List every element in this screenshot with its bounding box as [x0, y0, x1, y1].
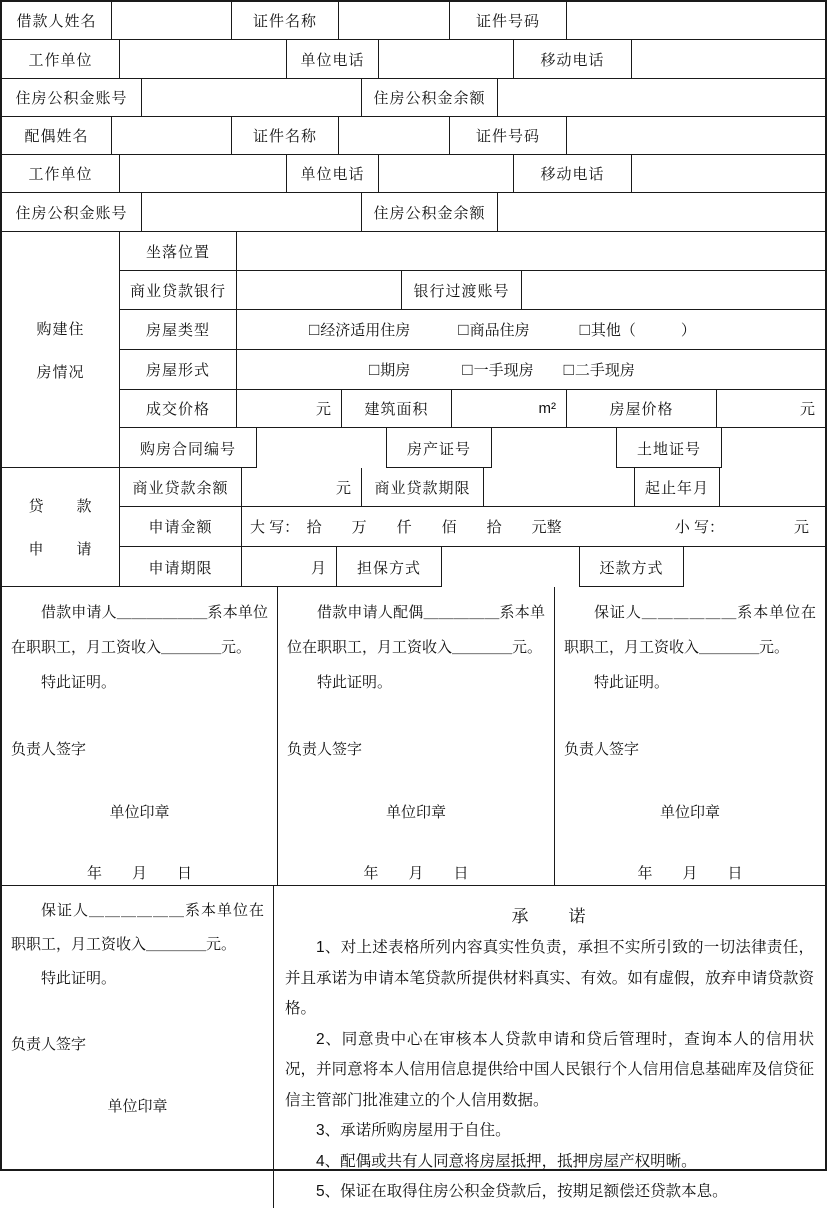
house-type-options — [237, 310, 825, 349]
spouse-mobile-input[interactable] — [632, 155, 825, 192]
option-label: 经济适用住房 — [320, 322, 411, 339]
date-line[interactable]: 年 月 日 — [637, 865, 743, 882]
spouse-cert-name-label: 证件名称 — [232, 117, 339, 154]
borrower-fund-account-label: 住房公积金账号 — [2, 79, 142, 116]
checkbox-economic-housing[interactable] — [309, 319, 410, 340]
certificate-confirm: 特此证明。 — [41, 970, 117, 987]
borrower-cert-no-label: 证件号码 — [450, 2, 567, 39]
borrower-cert-name-input[interactable] — [339, 2, 450, 39]
certificate-confirm: 特此证明。 — [41, 674, 117, 691]
spouse-work-unit-label: 工作单位 — [2, 155, 120, 192]
apply-amount-input[interactable] — [242, 507, 825, 546]
promise-item: 5、保证在取得住房公积金贷款后，按期足额偿还贷款本息。 — [316, 1183, 728, 1200]
promise-item: 3、承诺所购房屋用于自住。 — [316, 1122, 511, 1139]
option-label: 期房 — [380, 362, 411, 379]
loan-section-title-line1: 贷 款 — [28, 498, 93, 515]
borrower-work-row — [2, 40, 825, 79]
certificates-row — [120, 428, 825, 468]
start-end-label: 起止年月 — [635, 468, 720, 506]
loan-section-title-line2: 申 请 — [28, 541, 93, 558]
borrower-fund-row — [2, 79, 825, 117]
spouse-name-label: 配偶姓名 — [2, 117, 112, 154]
signature-line[interactable]: 负责人签字 — [11, 741, 87, 758]
checkbox-secondhand-housing[interactable] — [564, 359, 635, 380]
borrower-fund-balance-input[interactable] — [498, 79, 825, 116]
apply-term-row — [120, 547, 825, 587]
option-label: 商品住房 — [469, 322, 530, 339]
commercial-balance-label: 商业贷款余额 — [120, 468, 242, 506]
amount-in-figures-label: 小 写： — [674, 519, 724, 536]
start-end-input[interactable] — [720, 468, 825, 506]
repayment-input[interactable] — [684, 547, 825, 587]
deal-price-input[interactable] — [237, 390, 342, 427]
spouse-cert-name-input[interactable] — [339, 117, 450, 154]
bottom-row — [2, 886, 825, 1208]
commercial-bank-label: 商业贷款银行 — [120, 271, 237, 309]
signature-line[interactable]: 负责人签字 — [564, 741, 640, 758]
sqm-unit: m² — [538, 400, 556, 417]
housing-section-title-line1: 购建住 — [36, 320, 85, 338]
option-label: 其他（ ） — [590, 322, 696, 339]
certificate-text: 保证人＿＿＿＿＿＿系本单位在职职工，月工资收入＿＿＿＿元。 — [564, 604, 816, 656]
checkbox-icon: □ — [458, 320, 469, 339]
yuan-unit: 元 — [799, 401, 815, 418]
loan-section — [2, 468, 825, 587]
property-cert-label: 房产证号 — [387, 428, 492, 468]
location-row — [120, 232, 825, 271]
spouse-name-input[interactable] — [112, 117, 232, 154]
certificate-text: 借款申请人配偶＿＿＿＿＿系本单位在职职工，月工资收入＿＿＿＿元。 — [287, 604, 545, 656]
borrower-name-input[interactable] — [112, 2, 232, 39]
house-price-label: 房屋价格 — [567, 390, 717, 427]
house-form-row — [120, 350, 825, 390]
promise-title: 承 诺 — [511, 907, 588, 926]
house-form-label: 房屋形式 — [120, 350, 237, 389]
certificate-spouse — [278, 587, 555, 885]
signature-line[interactable]: 负责人签字 — [287, 741, 363, 758]
spouse-fund-row — [2, 193, 825, 232]
borrower-unit-phone-input[interactable] — [379, 40, 514, 78]
borrower-fund-balance-label: 住房公积金余额 — [362, 79, 498, 116]
land-cert-input[interactable] — [722, 428, 825, 468]
seal-placeholder: 单位印章 — [659, 804, 720, 821]
checkbox-icon: □ — [563, 360, 574, 379]
area-label: 建筑面积 — [342, 390, 452, 427]
deal-price-label: 成交价格 — [120, 390, 237, 427]
option-label: 一手现房 — [473, 362, 534, 379]
apply-amount-label: 申请金额 — [120, 507, 242, 546]
commercial-balance-input[interactable] — [242, 468, 362, 506]
borrower-unit-phone-label: 单位电话 — [287, 40, 379, 78]
apply-amount-row — [120, 507, 825, 547]
spouse-unit-phone-label: 单位电话 — [287, 155, 379, 192]
property-cert-input[interactable] — [492, 428, 617, 468]
contract-no-label: 购房合同编号 — [120, 428, 257, 468]
house-price-input[interactable] — [717, 390, 825, 427]
promise-item: 1、对上述表格所列内容真实性负责，承担不实所引致的一切法律责任，并且承诺为申请本笔贷款所提供材料真实、有效。如有虚假，放弃申请贷款资格。 — [285, 939, 814, 1017]
checkbox-icon: □ — [369, 360, 380, 379]
apply-term-label: 申请期限 — [120, 547, 242, 587]
checkbox-icon: □ — [579, 320, 590, 339]
certificate-confirm: 特此证明。 — [317, 674, 393, 691]
certificate-confirm: 特此证明。 — [594, 674, 670, 691]
housing-section — [2, 232, 825, 468]
borrower-work-unit-input[interactable] — [120, 40, 287, 78]
spouse-work-unit-input[interactable] — [120, 155, 287, 192]
spouse-work-row — [2, 155, 825, 193]
promise-item: 4、配偶或共有人同意将房屋抵押，抵押房屋产权明晰。 — [316, 1152, 697, 1170]
spouse-cert-no-input[interactable] — [567, 117, 825, 154]
checkbox-icon: □ — [309, 320, 320, 339]
option-label: 二手现房 — [574, 362, 635, 379]
housing-section-title — [2, 232, 120, 467]
certificate-borrower — [2, 587, 278, 885]
house-type-label: 房屋类型 — [120, 310, 237, 349]
certificate-text: 借款申请人＿＿＿＿＿＿系本单位在职职工，月工资收入＿＿＿＿元。 — [11, 604, 268, 656]
transit-account-input[interactable] — [522, 271, 825, 309]
promise-item: 2、同意贵中心在审核本人贷款申请和贷后管理时，查询本人的信用状况，并同意将本人信用信息提供给中国人民银行个人信用信息基础库及信贷征信主管部门批准建立的个人信用数据。 — [285, 1030, 814, 1109]
contract-no-input[interactable] — [257, 428, 387, 468]
guarantee-label: 担保方式 — [337, 547, 442, 587]
borrower-mobile-label: 移动电话 — [514, 40, 632, 78]
guarantee-input[interactable] — [442, 547, 580, 587]
promise-section — [274, 886, 825, 1208]
commercial-balance-row — [120, 468, 825, 507]
location-label: 坐落位置 — [120, 232, 237, 270]
loan-section-title — [2, 468, 120, 586]
amount-in-words: 大 写： 拾 万 仟 佰 拾 元整 — [250, 519, 562, 536]
certificate-guarantor-1 — [555, 587, 825, 885]
borrower-work-unit-label: 工作单位 — [2, 40, 120, 78]
transit-account-label: 银行过渡账号 — [402, 271, 522, 309]
seal-placeholder: 单位印章 — [107, 1098, 168, 1115]
spouse-fund-balance-label: 住房公积金余额 — [362, 193, 498, 231]
borrower-mobile-input[interactable] — [632, 40, 825, 78]
borrower-name-label: 借款人姓名 — [2, 2, 112, 39]
spouse-unit-phone-input[interactable] — [379, 155, 514, 192]
month-unit: 月 — [310, 559, 326, 577]
seal-placeholder: 单位印章 — [385, 804, 446, 821]
spouse-identity-row — [2, 117, 825, 155]
borrower-identity-row — [2, 2, 825, 40]
certificate-guarantor-2 — [2, 886, 274, 1208]
commercial-bank-row — [120, 271, 825, 310]
checkbox-icon: □ — [462, 360, 473, 379]
yuan-unit: 元 — [315, 401, 331, 418]
checkbox-forward-housing[interactable] — [369, 359, 410, 380]
housing-section-title-line2: 房情况 — [36, 363, 85, 381]
employer-certificates-row — [2, 587, 825, 886]
borrower-fund-account-input[interactable] — [142, 79, 362, 116]
commercial-term-input[interactable] — [484, 468, 635, 506]
apply-term-input[interactable] — [242, 547, 337, 587]
yuan-unit: 元 — [335, 479, 351, 497]
house-form-options — [237, 350, 825, 389]
certificate-text: 保证人＿＿＿＿＿＿系本单位在职职工，月工资收入＿＿＿＿元。 — [11, 902, 264, 953]
house-type-row — [120, 310, 825, 350]
borrower-cert-name-label: 证件名称 — [232, 2, 339, 39]
date-line[interactable]: 年 月 日 — [363, 865, 469, 882]
seal-placeholder: 单位印章 — [109, 804, 170, 821]
spouse-fund-account-label: 住房公积金账号 — [2, 193, 142, 231]
signature-line[interactable]: 负责人签字 — [11, 1036, 87, 1053]
commercial-bank-input[interactable] — [237, 271, 402, 309]
spouse-fund-account-input[interactable] — [142, 193, 362, 231]
date-line[interactable]: 年 月 日 — [86, 865, 192, 882]
borrower-cert-no-input[interactable] — [567, 2, 825, 39]
checkbox-other-housing[interactable] — [580, 319, 696, 340]
land-cert-label: 土地证号 — [617, 428, 722, 468]
commercial-term-label: 商业贷款期限 — [362, 468, 484, 506]
checkbox-firsthand-housing[interactable] — [462, 359, 533, 380]
spouse-fund-balance-input[interactable] — [498, 193, 825, 231]
area-input[interactable] — [452, 390, 567, 427]
location-input[interactable] — [237, 232, 825, 270]
spouse-cert-no-label: 证件号码 — [450, 117, 567, 154]
price-area-row — [120, 390, 825, 428]
repayment-label: 还款方式 — [580, 547, 684, 587]
spouse-mobile-label: 移动电话 — [514, 155, 632, 192]
checkbox-commodity-housing[interactable] — [458, 319, 529, 340]
yuan-unit: 元 — [793, 519, 809, 536]
